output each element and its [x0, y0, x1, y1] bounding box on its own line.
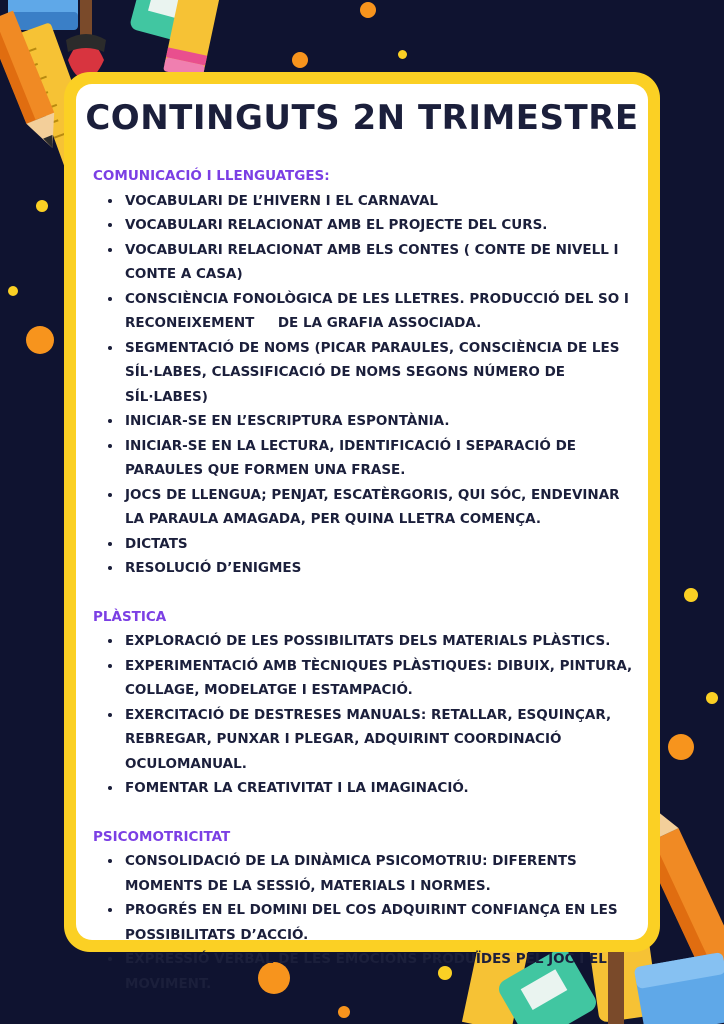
list-item: • CONSOLIDACIÓ DE LA DINÀMICA PSICOMOTRIU: DIFERENTS MOMENTS DE LA SESSIÓ, MATERIALS I NORMES.: [123, 849, 638, 898]
confetti-dot: [8, 286, 18, 296]
content-card: [64, 72, 660, 992]
list-item: • DICTATS: [123, 532, 638, 557]
list-item: • EXPLORACIÓ DE LES POSSIBILITATS DELS MATERIALS PLÀSTICS.: [123, 629, 638, 654]
confetti-dot: [36, 200, 48, 212]
confetti-dot: [360, 2, 376, 18]
list-item: • VOCABULARI DE L’HIVERN I EL CARNAVAL: [123, 189, 638, 214]
section-spacer: [93, 801, 638, 825]
section-spacer: [93, 581, 638, 605]
list-comunicacio: [93, 189, 638, 581]
list-psicomotricitat: [93, 849, 638, 996]
section-heading-comunicacio: COMUNICACIÓ I LLENGUATGES:: [93, 168, 330, 184]
list-item: • RESOLUCIÓ D’ENIGMES: [123, 556, 638, 581]
section-heading-psicomotricitat: PSICOMOTRICITAT: [93, 828, 231, 845]
list-item: • INICIAR-SE EN LA LECTURA, IDENTIFICACIÓ I SEPARACIÓ DE PARAULES QUE FORMEN UNA FRASE.: [123, 434, 638, 483]
list-item: • JOCS DE LLENGUA; PENJAT, ESCATÈRGORIS, QUI SÓC, ENDEVINAR LA PARAULA AMAGADA, PER QUINA LLETRA COMENÇA.: [123, 483, 638, 532]
list-item: • FOMENTAR LA CREATIVITAT I LA IMAGINACIÓ.: [123, 776, 638, 801]
list-item: • EXPERIMENTACIÓ AMB TÈCNIQUES PLÀSTIQUES: DIBUIX, PINTURA, COLLAGE, MODELATGE I ESTAMPACIÓ.: [123, 654, 638, 703]
list-item: • PROGRÉS EN EL DOMINI DEL COS ADQUIRINT CONFIANÇA EN LES POSSIBILITATS D’ACCIÓ.: [123, 898, 638, 947]
list-item: • VOCABULARI RELACIONAT AMB ELS CONTES ( CONTE DE NIVELL I CONTE A CASA): [123, 238, 638, 287]
confetti-dot: [26, 326, 54, 354]
content-paper: [76, 84, 648, 992]
list-item: • EXPRESSIÓ VERBAL DE LES EMOCIONS PRODUÏDES PEL JOC I EL MOVIMENT.: [123, 947, 638, 996]
list-item: • EXERCITACIÓ DE DESTRESES MANUALS: RETALLAR, ESQUINÇAR, REBREGAR, PUNXAR I PLEGAR, ADQUIRINT COORDINACIÓ OCULOMANUAL.: [123, 703, 638, 777]
confetti-dot: [292, 52, 308, 68]
confetti-dot: [398, 50, 407, 59]
list-item: • SEGMENTACIÓ DE NOMS (PICAR PARAULES, CONSCIÈNCIA DE LES SÍL·LABES, CLASSIFICACIÓ DE NOMS SEGONS NÚMERO DE SÍL·LABES): [123, 336, 638, 410]
page-title: CONTINGUTS 2N TRIMESTRE: [85, 98, 639, 138]
list-item: • CONSCIÈNCIA FONOLÒGICA DE LES LLETRES. PRODUCCIÓ DEL SO I RECONEIXEMENT DE LA GRAFIA ASSOCIADA.: [123, 287, 638, 336]
content-body: [93, 164, 638, 996]
confetti-dot: [338, 1006, 350, 1018]
list-plastica: [93, 629, 638, 801]
confetti-dot: [706, 692, 718, 704]
section-heading-plastica: PLÀSTICA: [93, 608, 167, 625]
confetti-dot: [684, 588, 698, 602]
list-item: • VOCABULARI RELACIONAT AMB EL PROJECTE DEL CURS.: [123, 213, 638, 238]
list-item: • INICIAR-SE EN L’ESCRIPTURA ESPONTÀNIA.: [123, 409, 638, 434]
